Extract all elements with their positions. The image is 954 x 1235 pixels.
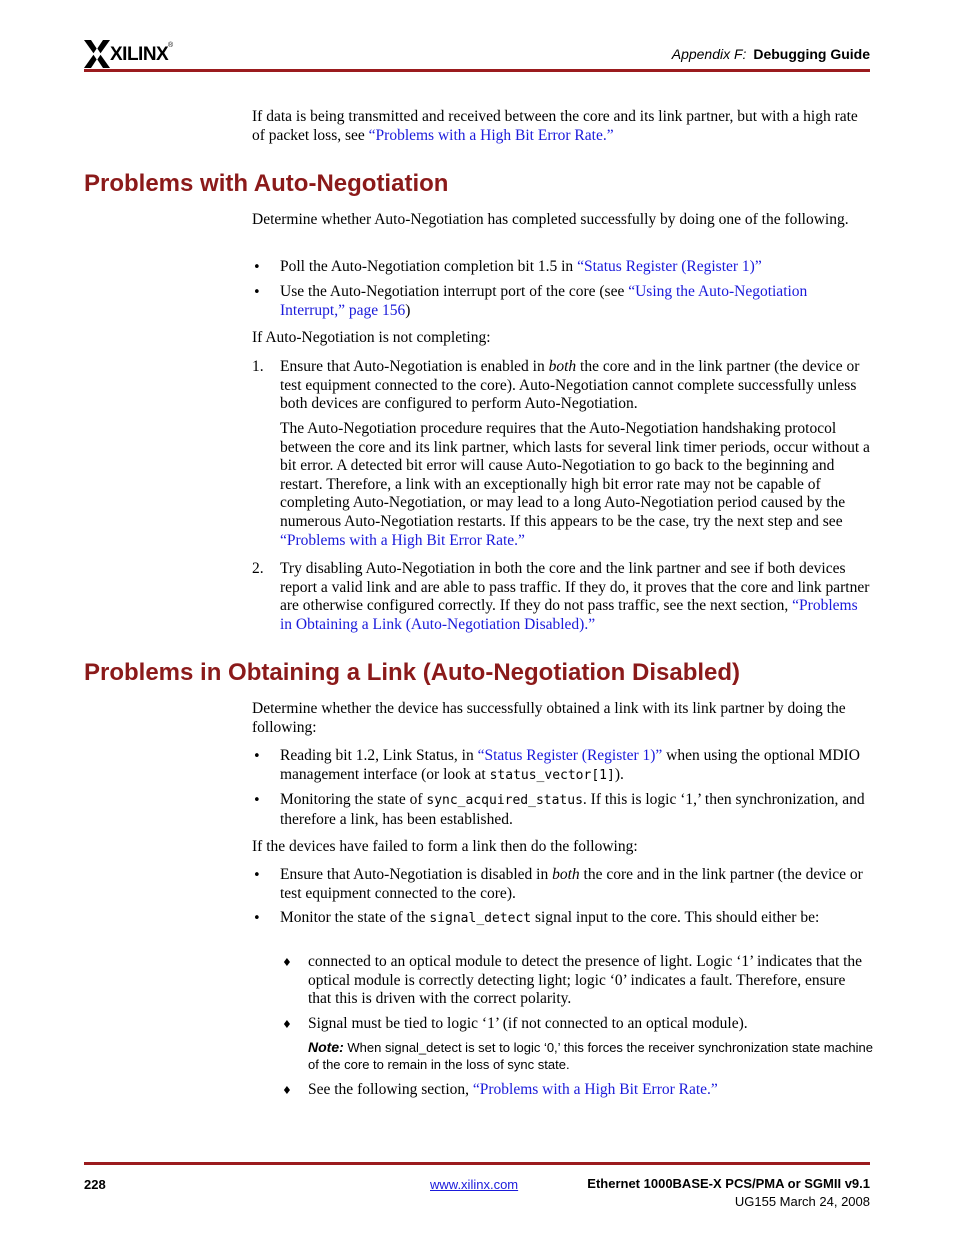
sec2-bullet-3-text-b: the core and in the link partner (the device or test equipment connected to the core).	[280, 866, 863, 902]
bullet-icon: •	[253, 260, 261, 275]
sec2-bullet-1-text-a: Reading bit 1.2, Link Status, in	[280, 747, 478, 764]
step-1-paragraph	[280, 420, 870, 550]
intro-paragraph	[252, 108, 870, 145]
note-block	[308, 1039, 873, 1073]
bullet-icon: •	[253, 868, 261, 883]
sec2-lead: Determine whether the device has successfully obtained a link with its link partner by doing the following:	[252, 700, 846, 736]
bullet-icon: •	[253, 285, 261, 300]
sec2-sub-3	[308, 1081, 868, 1100]
sec2-bullet-3	[280, 866, 865, 903]
code-status-vector: status_vector[1]	[489, 767, 615, 783]
link-high-bit-error-rate[interactable]: “Problems with a High Bit Error Rate.”	[368, 126, 614, 144]
step-1-text-b: the core and in the link partner (the device or test equipment connected to the core). Auto-Negotiation cannot complete successfully unless both devices are configured to perform Auto-Negotiation.	[280, 358, 860, 413]
bullet-icon: •	[253, 911, 261, 926]
sec1-bullet-2	[280, 283, 872, 320]
footer-url-link[interactable]: www.xilinx.com	[430, 1177, 519, 1192]
sec2-bullet-4	[280, 909, 868, 929]
link-high-bit-error-rate[interactable]: “Problems with a High Bit Error Rate.”	[280, 531, 525, 549]
sec1-lead: Determine whether Auto-Negotiation has completed successfully by doing one of the following.	[252, 211, 849, 228]
step-1-paragraph-text: The Auto-Negotiation procedure requires that the Auto-Negotiation handshaking protocol between the core and its link partner, which lasts for several link timer periods, occur without a bit error. A detected bit error will cause Auto-Negotiation to go back to the beginning and restart. Therefore, a link with an exceptionally high bit error rate may not be capable of completing Auto-Negotiation, or may lead to a long Auto-Negotiation period caused by the numerous Auto-Negotiation restarts. If this appears to be the case, try the next step and see	[280, 420, 870, 530]
registered-mark: ®	[168, 42, 174, 49]
sec2-bullet-2-text-b: . If this is logic ‘1,’ then synchronization, and therefore a link, has been established.	[280, 791, 865, 828]
sec1-bullet-1	[280, 258, 870, 277]
section-heading-obtaining-link: Problems in Obtaining a Link (Auto-Negotiation Disabled)	[84, 659, 741, 686]
section-heading-auto-negotiation: Problems with Auto-Negotiation	[84, 170, 449, 197]
diamond-bullet-icon: ♦	[282, 956, 292, 969]
intro-text: If data is being transmitted and received between the core and its link partner, but with a high rate of packet loss, see	[252, 108, 858, 144]
sec2-bullet-2	[280, 791, 870, 829]
link-status-register[interactable]: “Status Register (Register 1)”	[477, 747, 663, 764]
sec2-bullet-3-text-a: Ensure that Auto-Negotiation is disabled in	[280, 866, 553, 883]
sec1-bullet-2-close: )	[405, 301, 411, 319]
diamond-bullet-icon: ♦	[282, 1018, 292, 1031]
sec2-bullet-1-text-b: when using the optional MDIO management interface (or look at	[280, 747, 860, 783]
step-1-emphasis: both	[548, 358, 577, 375]
running-header	[672, 46, 870, 62]
sec2-if-text: If the devices have failed to form a link then do the following:	[252, 838, 638, 855]
appendix-title: Debugging Guide	[753, 46, 870, 62]
step-2-text-a: Try disabling Auto-Negotiation in both the core and the link partner and see if both devices report a valid link and are able to pass traffic. If they do, it proves that the core and link partner are otherwise configured correctly. If they do not pass traffic, see the next section,	[280, 560, 870, 615]
bullet-icon: •	[253, 793, 261, 808]
appendix-label: Appendix F:	[671, 46, 747, 62]
step-1-text-a: Ensure that Auto-Negotiation is enabled in	[280, 358, 549, 375]
code-signal-detect: signal_detect	[429, 911, 532, 926]
note-label: Note:	[308, 1039, 344, 1055]
link-auto-negotiation-interrupt[interactable]: “Using the Auto-Negotiation Interrupt,” page 156	[280, 283, 808, 319]
footer-doc-title: Ethernet 1000BASE-X PCS/PMA or SGMII v9.1	[587, 1176, 870, 1191]
note-text: When signal_detect is set to logic ‘0,’ this forces the receiver synchronization state machine of the core to remain in the loss of sync state.	[308, 1040, 873, 1072]
xilinx-logo	[84, 40, 184, 70]
step-number-1: 1.	[252, 358, 264, 375]
header-rule	[84, 69, 870, 72]
xilinx-logo-mark-icon	[84, 40, 110, 68]
xilinx-logo-text: XILINX	[110, 44, 169, 65]
bullet-icon: •	[253, 749, 261, 764]
code-sync-acquired-status: sync_acquired_status	[426, 793, 583, 808]
link-high-bit-error-rate[interactable]: “Problems with a High Bit Error Rate.”	[472, 1081, 718, 1098]
step-2-text	[280, 560, 870, 634]
link-status-register[interactable]: “Status Register (Register 1)”	[577, 258, 762, 275]
sec2-sub-3-text: See the following section,	[308, 1081, 473, 1098]
footer-rule	[84, 1162, 870, 1165]
sec2-sub-2: Signal must be tied to logic ‘1’ (if not connected to an optical module).	[308, 1015, 748, 1032]
link-obtaining-link[interactable]: “Problems in Obtaining a Link (Auto-Negotiation Disabled).”	[280, 597, 858, 633]
sec1-bullet-1-text: Poll the Auto-Negotiation completion bit 1.5 in	[280, 258, 578, 275]
sec2-bullet-1	[280, 747, 872, 785]
sec2-bullet-3-emphasis: both	[552, 866, 580, 883]
sec2-bullet-2-text-a: Monitoring the state of	[280, 791, 427, 808]
footer-doc-id: UG155 March 24, 2008	[734, 1194, 870, 1209]
step-1-text	[280, 358, 862, 414]
sec2-bullet-4-text-a: Monitor the state of the	[280, 909, 430, 926]
sec1-if-text: If Auto-Negotiation is not completing:	[252, 329, 491, 346]
sec2-sub-1: connected to an optical module to detect the presence of light. Logic ‘1’ indicates that the optical module is correctly detecting light; logic ‘0’ indicates a fault. Therefore, ensure that this is driven with the correct polarity.	[308, 953, 863, 1008]
page-number: 228	[84, 1177, 106, 1192]
sec1-bullet-2-text: Use the Auto-Negotiation interrupt port of the core (see	[280, 283, 629, 300]
step-number-2: 2.	[252, 560, 264, 577]
diamond-bullet-icon: ♦	[282, 1084, 292, 1097]
sec2-bullet-4-text-b: signal input to the core. This should either be:	[531, 909, 820, 926]
sec2-bullet-1-text-c: ).	[614, 765, 624, 783]
